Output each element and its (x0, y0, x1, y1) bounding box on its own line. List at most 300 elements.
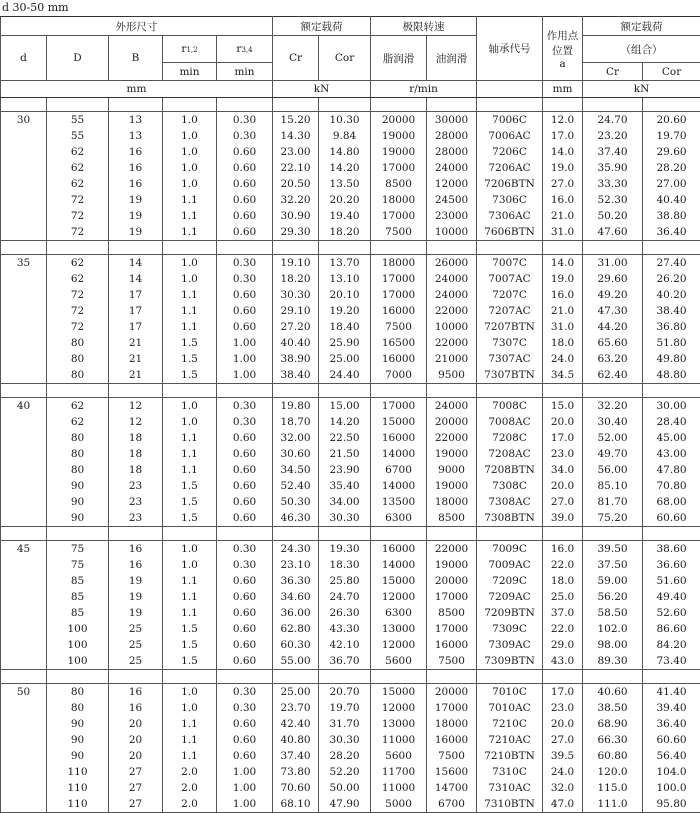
combined-cor-cell: 52.60 (643, 605, 700, 621)
bearing-no-cell: 7206BTN (477, 176, 543, 192)
combined-cr-cell: 115.0 (583, 780, 643, 796)
bearing-no-cell: 7310BTN (477, 796, 543, 813)
bore-diameter-cell (1, 732, 47, 748)
r34-cell: 0.60 (217, 716, 273, 732)
width-cell: 19 (109, 224, 163, 241)
position-a-cell: 20.0 (543, 478, 583, 494)
bearing-no-cell: 7308C (477, 478, 543, 494)
cor-cell: 21.50 (319, 446, 371, 462)
cr-header: Cr (273, 36, 319, 81)
bearing-no-cell: 7309BTN (477, 653, 543, 670)
combined-cor-cell: 39.40 (643, 700, 700, 716)
combined-cor-cell: 73.40 (643, 653, 700, 670)
cr-cell: 55.00 (273, 653, 319, 670)
cor-cell: 43.30 (319, 621, 371, 637)
position-a-cell: 27.0 (543, 494, 583, 510)
bore-diameter-cell (1, 367, 47, 384)
combined-cr-cell: 120.0 (583, 764, 643, 780)
outer-diameter-cell: 62 (47, 176, 109, 192)
position-a-cell: 21.0 (543, 303, 583, 319)
width-cell: 20 (109, 748, 163, 764)
width-cell: 19 (109, 605, 163, 621)
r34-cell: 0.60 (217, 621, 273, 637)
bearing-no-cell: 7210AC (477, 732, 543, 748)
unit-mm: mm (1, 81, 273, 98)
combined-cor-cell: 60.60 (643, 732, 700, 748)
cor-cell: 14.20 (319, 414, 371, 430)
width-cell: 16 (109, 684, 163, 701)
position-a-cell: 17.0 (543, 430, 583, 446)
position-header: 作用点 位置 a (543, 17, 583, 81)
grease-speed-cell: 12000 (371, 637, 427, 653)
combined-cor-cell: 86.60 (643, 621, 700, 637)
cor-cell: 18.30 (319, 557, 371, 573)
combined-cor-cell: 95.80 (643, 796, 700, 813)
group-spacer (1, 670, 700, 684)
width-cell: 20 (109, 716, 163, 732)
bearing-no-cell: 7008C (477, 398, 543, 415)
width-cell: 17 (109, 319, 163, 335)
combined-cor-cell: 36.60 (643, 557, 700, 573)
unit-mm-a: mm (543, 81, 583, 98)
outer-diameter-cell: 90 (47, 748, 109, 764)
r34-cell: 0.60 (217, 653, 273, 670)
oil-speed-cell: 26000 (427, 255, 477, 272)
grease-speed-cell: 14000 (371, 557, 427, 573)
table-row (1, 764, 700, 780)
oil-speed-cell: 28000 (427, 128, 477, 144)
outer-diameter-cell: 62 (47, 398, 109, 415)
bearing-no-cell: 7206AC (477, 160, 543, 176)
width-cell: 16 (109, 176, 163, 192)
table-row (1, 605, 700, 621)
cr-cell: 46.30 (273, 510, 319, 527)
r34-cell: 0.30 (217, 271, 273, 287)
cor-cell: 19.40 (319, 208, 371, 224)
grease-speed-cell: 6300 (371, 510, 427, 527)
outer-diameter-cell: 72 (47, 224, 109, 241)
outer-diameter-cell: 90 (47, 510, 109, 527)
oil-speed-cell: 20000 (427, 684, 477, 701)
bearing-no-cell: 7207BTN (477, 319, 543, 335)
grease-speed-cell: 16500 (371, 335, 427, 351)
oil-speed-cell: 24000 (427, 271, 477, 287)
bearing-no-cell: 7209BTN (477, 605, 543, 621)
r34-cell: 1.00 (217, 351, 273, 367)
cor-cell: 9.84 (319, 128, 371, 144)
cor-cell: 10.30 (319, 112, 371, 129)
position-a-cell: 43.0 (543, 653, 583, 670)
grease-speed-cell: 17000 (371, 160, 427, 176)
r34-cell: 1.00 (217, 367, 273, 384)
width-cell: 20 (109, 732, 163, 748)
outer-diameter-cell: 85 (47, 605, 109, 621)
bore-diameter-cell (1, 510, 47, 527)
table-row (1, 192, 700, 208)
position-a-cell: 21.0 (543, 208, 583, 224)
cr-cell: 62.80 (273, 621, 319, 637)
r12-cell: 1.1 (163, 573, 217, 589)
combined-cor-cell: 60.60 (643, 510, 700, 527)
r34-cell: 0.60 (217, 192, 273, 208)
oil-speed-cell: 18000 (427, 494, 477, 510)
group-spacer (1, 527, 700, 541)
r34-cell: 0.60 (217, 478, 273, 494)
combined-cor-cell: 30.00 (643, 398, 700, 415)
combined-cr-cell: 47.30 (583, 303, 643, 319)
bore-diameter-cell (1, 430, 47, 446)
combined-cr-cell: 68.90 (583, 716, 643, 732)
grease-header: 脂润滑 (371, 36, 427, 81)
table-row (1, 494, 700, 510)
oil-speed-cell: 30000 (427, 112, 477, 129)
table-row (1, 351, 700, 367)
combined-cor-cell: 56.40 (643, 748, 700, 764)
cr-cell: 36.30 (273, 573, 319, 589)
outer-diameter-cell: 72 (47, 192, 109, 208)
table-row (1, 573, 700, 589)
width-cell: 14 (109, 255, 163, 272)
grease-speed-cell: 7500 (371, 319, 427, 335)
width-cell: 13 (109, 128, 163, 144)
cr-cell: 25.00 (273, 684, 319, 701)
cr-cell: 36.00 (273, 605, 319, 621)
position-a-cell: 16.0 (543, 541, 583, 558)
oil-speed-cell: 14700 (427, 780, 477, 796)
outer-diameter-cell: 80 (47, 446, 109, 462)
grease-speed-cell: 17000 (371, 208, 427, 224)
r12-cell: 1.0 (163, 255, 217, 272)
cor-cell: 23.90 (319, 462, 371, 478)
oil-speed-cell: 24000 (427, 287, 477, 303)
position-a-cell: 24.0 (543, 351, 583, 367)
bore-diameter-cell (1, 462, 47, 478)
r34-cell: 0.60 (217, 446, 273, 462)
cor-cell: 25.00 (319, 351, 371, 367)
combined-cor-cell: 40.40 (643, 192, 700, 208)
cor-header: Cor (319, 36, 371, 81)
outer-diameter-cell: 62 (47, 160, 109, 176)
width-cell: 13 (109, 112, 163, 129)
table-row (1, 255, 700, 272)
bore-diameter-cell (1, 557, 47, 573)
r34-cell: 0.60 (217, 430, 273, 446)
r12-cell: 1.5 (163, 367, 217, 384)
bearing-spec-table (0, 16, 700, 813)
r12-cell: 1.0 (163, 557, 217, 573)
cr-cell: 34.50 (273, 462, 319, 478)
combined-cr-cell: 85.10 (583, 478, 643, 494)
r12-cell: 1.0 (163, 144, 217, 160)
cr-cell: 32.20 (273, 192, 319, 208)
r34-cell: 0.30 (217, 112, 273, 129)
combined-cor-cell: 26.20 (643, 271, 700, 287)
combined-cr-cell: 32.20 (583, 398, 643, 415)
oil-speed-cell: 6700 (427, 796, 477, 813)
combined-cor-cell: 51.80 (643, 335, 700, 351)
cor-cell: 19.20 (319, 303, 371, 319)
position-a-cell: 34.0 (543, 462, 583, 478)
position-a-cell: 27.0 (543, 176, 583, 192)
width-cell: 27 (109, 780, 163, 796)
outer-diameter-cell: 100 (47, 653, 109, 670)
bore-diameter-cell (1, 494, 47, 510)
width-cell: 16 (109, 557, 163, 573)
width-cell: 25 (109, 637, 163, 653)
bore-diameter-cell (1, 589, 47, 605)
outer-diameter-cell: 72 (47, 303, 109, 319)
combined-cr-cell: 40.60 (583, 684, 643, 701)
bore-diameter-cell: 30 (1, 112, 47, 129)
grease-speed-cell: 15000 (371, 573, 427, 589)
cr-cell: 23.10 (273, 557, 319, 573)
r34-cell: 0.30 (217, 541, 273, 558)
oil-speed-cell: 15600 (427, 764, 477, 780)
r34-cell: 0.30 (217, 414, 273, 430)
grease-speed-cell: 15000 (371, 684, 427, 701)
combined-cor-cell: 19.70 (643, 128, 700, 144)
r12-cell: 1.1 (163, 589, 217, 605)
bore-diameter-cell (1, 414, 47, 430)
r34-cell: 0.30 (217, 557, 273, 573)
cr-cell: 15.20 (273, 112, 319, 129)
oil-speed-cell: 10000 (427, 224, 477, 241)
r12-cell: 1.0 (163, 160, 217, 176)
oil-speed-cell: 24000 (427, 398, 477, 415)
combined-cr-cell: 56.20 (583, 589, 643, 605)
position-a-cell: 32.0 (543, 780, 583, 796)
oil-speed-cell: 17000 (427, 700, 477, 716)
r12-cell: 1.0 (163, 176, 217, 192)
width-cell: 16 (109, 541, 163, 558)
outer-diameter-cell: 90 (47, 478, 109, 494)
table-row (1, 128, 700, 144)
cor2-header: Cor (643, 63, 700, 81)
combined-cor-cell: 27.40 (643, 255, 700, 272)
cr-cell: 24.30 (273, 541, 319, 558)
outer-diameter-cell: 62 (47, 271, 109, 287)
combined-cr-cell: 38.50 (583, 700, 643, 716)
grease-speed-cell: 6700 (371, 462, 427, 478)
position-a-cell: 29.0 (543, 637, 583, 653)
bore-diameter-cell (1, 796, 47, 813)
outer-diameter-cell: 85 (47, 589, 109, 605)
r12-cell: 1.0 (163, 700, 217, 716)
bore-diameter-cell (1, 446, 47, 462)
combined-cr-cell: 52.00 (583, 430, 643, 446)
combined-cr-cell: 111.0 (583, 796, 643, 813)
r34-cell: 0.30 (217, 684, 273, 701)
combined-cor-cell: 51.60 (643, 573, 700, 589)
position-a-cell: 19.0 (543, 271, 583, 287)
table-row (1, 319, 700, 335)
width-cell: 14 (109, 271, 163, 287)
r12-cell: 1.5 (163, 621, 217, 637)
combined-cor-cell: 84.20 (643, 637, 700, 653)
width-cell: 17 (109, 303, 163, 319)
r12-cell: 2.0 (163, 780, 217, 796)
width-cell: 19 (109, 208, 163, 224)
r12-cell: 1.1 (163, 208, 217, 224)
r12-cell: 1.1 (163, 303, 217, 319)
cr-cell: 34.60 (273, 589, 319, 605)
width-cell: 19 (109, 192, 163, 208)
outer-diameter-cell: 90 (47, 494, 109, 510)
bearing-no-cell: 7207C (477, 287, 543, 303)
grease-speed-cell: 5600 (371, 653, 427, 670)
outer-diameter-cell: 80 (47, 335, 109, 351)
r34-cell: 0.30 (217, 700, 273, 716)
position-a-cell: 17.0 (543, 128, 583, 144)
grease-speed-cell: 5000 (371, 796, 427, 813)
oil-speed-cell: 16000 (427, 732, 477, 748)
width-cell: 23 (109, 478, 163, 494)
bore-diameter-cell (1, 224, 47, 241)
cr-cell: 29.10 (273, 303, 319, 319)
bore-diameter-cell (1, 716, 47, 732)
r12-cell: 1.5 (163, 653, 217, 670)
bearing-no-cell: 7307C (477, 335, 543, 351)
outer-diameter-cell: 80 (47, 351, 109, 367)
cr-cell: 30.90 (273, 208, 319, 224)
table-row (1, 478, 700, 494)
outer-diameter-cell: 72 (47, 287, 109, 303)
position-a-cell: 39.5 (543, 748, 583, 764)
combined-cr-cell: 75.20 (583, 510, 643, 527)
width-cell: 21 (109, 367, 163, 384)
combined-cor-cell: 43.00 (643, 446, 700, 462)
table-row (1, 637, 700, 653)
grease-speed-cell: 19000 (371, 128, 427, 144)
table-row (1, 176, 700, 192)
bearing-no-cell: 7010C (477, 684, 543, 701)
oil-speed-cell: 22000 (427, 335, 477, 351)
D-header: D (47, 36, 109, 81)
bearing-no-cell: 7310AC (477, 780, 543, 796)
width-cell: 25 (109, 653, 163, 670)
cor-cell: 13.10 (319, 271, 371, 287)
cr-cell: 52.40 (273, 478, 319, 494)
cr-cell: 70.60 (273, 780, 319, 796)
bearing-no-cell: 7207AC (477, 303, 543, 319)
combined-cor-cell: 40.20 (643, 287, 700, 303)
table-header (1, 17, 700, 98)
bearing-no-cell: 7307AC (477, 351, 543, 367)
combined-cr-cell: 35.90 (583, 160, 643, 176)
cr-cell: 38.40 (273, 367, 319, 384)
unit-kn-combined: kN (583, 81, 700, 98)
r34-cell: 1.00 (217, 335, 273, 351)
combined-cor-cell: 48.80 (643, 367, 700, 384)
outer-diameter-cell: 100 (47, 621, 109, 637)
width-cell: 21 (109, 351, 163, 367)
combined-cr-cell: 50.20 (583, 208, 643, 224)
bearing-no-cell: 7009AC (477, 557, 543, 573)
cor-cell: 36.70 (319, 653, 371, 670)
oil-speed-cell: 22000 (427, 430, 477, 446)
width-cell: 25 (109, 621, 163, 637)
r34-cell: 0.60 (217, 589, 273, 605)
r12-cell: 1.1 (163, 287, 217, 303)
table-row (1, 208, 700, 224)
combined-cor-cell: 36.40 (643, 716, 700, 732)
oil-speed-cell: 7500 (427, 748, 477, 764)
combined-cor-cell: 38.60 (643, 541, 700, 558)
oil-speed-cell: 18000 (427, 716, 477, 732)
position-a-cell: 14.0 (543, 255, 583, 272)
cr-cell: 40.80 (273, 732, 319, 748)
combined-load-header: 额定载荷 (583, 17, 700, 36)
r12-cell: 1.1 (163, 462, 217, 478)
outer-diameter-cell: 55 (47, 112, 109, 129)
combined-cor-cell: 36.40 (643, 224, 700, 241)
table-row (1, 430, 700, 446)
table-row (1, 557, 700, 573)
r12-cell: 1.1 (163, 716, 217, 732)
width-cell: 18 (109, 446, 163, 462)
boundary-dims-header: 外形尺寸 (1, 17, 273, 36)
bearing-no-cell: 7307BTN (477, 367, 543, 384)
outer-diameter-cell: 72 (47, 319, 109, 335)
bore-diameter-cell: 45 (1, 541, 47, 558)
cr-cell: 30.30 (273, 287, 319, 303)
width-cell: 12 (109, 414, 163, 430)
oil-speed-cell: 28000 (427, 144, 477, 160)
position-a-cell: 37.0 (543, 605, 583, 621)
bore-diameter-cell (1, 176, 47, 192)
bore-diameter-cell (1, 764, 47, 780)
oil-speed-cell: 23000 (427, 208, 477, 224)
table-row (1, 224, 700, 241)
r12-cell: 1.5 (163, 510, 217, 527)
cor-cell: 20.70 (319, 684, 371, 701)
oil-speed-cell: 19000 (427, 557, 477, 573)
r34-cell: 1.00 (217, 764, 273, 780)
outer-diameter-cell: 90 (47, 732, 109, 748)
r34-header: r3,4 (217, 36, 273, 63)
outer-diameter-cell: 80 (47, 430, 109, 446)
combined-cor-cell: 45.00 (643, 430, 700, 446)
outer-diameter-cell: 100 (47, 637, 109, 653)
r34-min: min (217, 63, 273, 81)
bore-diameter-cell (1, 192, 47, 208)
cr-cell: 14.30 (273, 128, 319, 144)
r34-cell: 0.60 (217, 208, 273, 224)
load-rating-header: 额定载荷 (273, 17, 371, 36)
r34-cell: 1.00 (217, 796, 273, 813)
bearing-no-cell: 7209C (477, 573, 543, 589)
bore-diameter-cell (1, 573, 47, 589)
grease-speed-cell: 6300 (371, 605, 427, 621)
cor-cell: 13.50 (319, 176, 371, 192)
position-a-cell: 47.0 (543, 796, 583, 813)
table-row (1, 160, 700, 176)
r34-cell: 0.60 (217, 605, 273, 621)
grease-speed-cell: 11000 (371, 780, 427, 796)
cr-cell: 73.80 (273, 764, 319, 780)
table-row (1, 398, 700, 415)
position-a-cell: 25.0 (543, 589, 583, 605)
cor-cell: 50.00 (319, 780, 371, 796)
cr-cell: 20.50 (273, 176, 319, 192)
bore-diameter-cell (1, 271, 47, 287)
combined-cr-cell: 39.50 (583, 541, 643, 558)
grease-speed-cell: 5600 (371, 748, 427, 764)
cor-cell: 26.30 (319, 605, 371, 621)
bore-diameter-cell: 35 (1, 255, 47, 272)
bore-diameter-cell (1, 605, 47, 621)
r34-cell: 0.30 (217, 255, 273, 272)
